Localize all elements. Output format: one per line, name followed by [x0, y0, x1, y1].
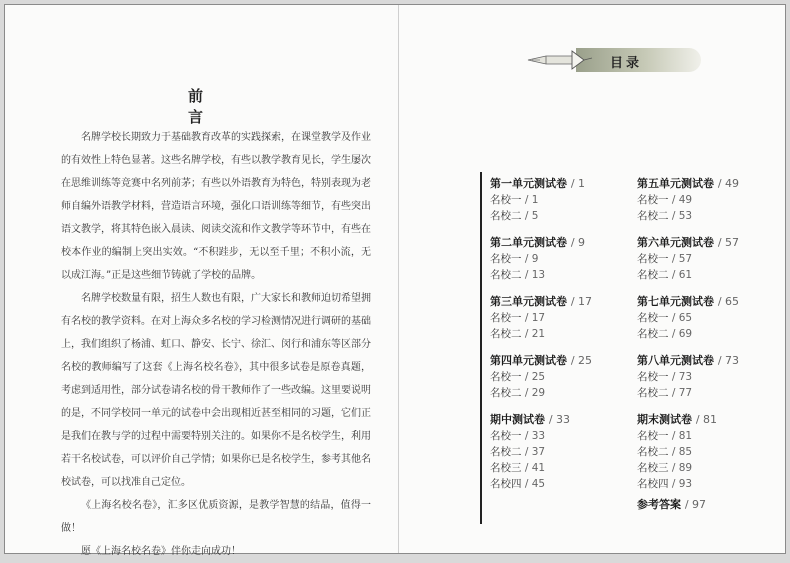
- preface-paragraph: 名牌学校数量有限，招生人数也有限，广大家长和教师迫切希望拥有名校的教学资料。在对上海众多名校的学习检测情况进行调研的基础上，我们组织了杨浦、虹口、静安、长宁、徐汇、闵行和浦东等区部分名校的教师编写了这套《上海名校名卷》，其中很多试卷是原卷真题，考虑到适用性，部分试卷请名校的骨干教师作了一些改编。这里要说明的是，不同学校同一单元的试卷中会出现相近甚至相同的习题，它们正是我们在教与学的过程中需要特别关注的。如果你不是名校学生，利用若干名校试卷，可以评价自己学情；如果你已是名校学生，参考其他名校试卷，可以找准自己定位。: [61, 293, 371, 488]
- toc-school[interactable]: 名校二 / 77: [637, 387, 693, 399]
- toc-unit[interactable]: 第一单元测试卷 / 1: [490, 177, 586, 190]
- toc-unit[interactable]: 期中测试卷 / 33: [490, 413, 571, 426]
- toc-school[interactable]: 名校四 / 93: [637, 478, 693, 490]
- toc-school[interactable]: 名校二 / 37: [490, 446, 546, 458]
- page-gutter: [398, 5, 399, 553]
- toc-school[interactable]: 名校二 / 29: [490, 387, 546, 399]
- toc-divider: [480, 172, 482, 524]
- toc-school[interactable]: 名校一 / 81: [637, 430, 693, 442]
- preface-paragraph: 《上海名校名卷》，汇多区优质资源，是教学智慧的结晶，值得一做！: [61, 500, 371, 534]
- toc-unit[interactable]: 第七单元测试卷 / 65: [637, 295, 740, 308]
- toc-unit[interactable]: 第六单元测试卷 / 57: [637, 236, 740, 249]
- toc-school[interactable]: 名校一 / 9: [490, 253, 539, 265]
- toc-entry: [637, 175, 787, 224]
- toc-school[interactable]: 名校二 / 61: [637, 269, 693, 281]
- book-spread: [4, 4, 786, 557]
- toc-entry: [637, 234, 787, 283]
- toc-school[interactable]: 名校一 / 65: [637, 312, 693, 324]
- toc-school[interactable]: 名校二 / 13: [490, 269, 546, 281]
- toc-school[interactable]: 名校四 / 45: [490, 478, 546, 490]
- toc-unit[interactable]: 第三单元测试卷 / 17: [490, 295, 593, 308]
- preface-body: [61, 126, 371, 563]
- toc-column-left: [490, 175, 640, 502]
- toc-header: [526, 45, 696, 75]
- toc-school[interactable]: 名校一 / 57: [637, 253, 693, 265]
- toc-school[interactable]: 名校三 / 41: [490, 462, 546, 474]
- toc-entry: [490, 352, 640, 401]
- toc-unit[interactable]: 第五单元测试卷 / 49: [637, 177, 740, 190]
- toc-column-right: [637, 175, 787, 502]
- toc-school[interactable]: 名校二 / 85: [637, 446, 693, 458]
- toc-entry: [490, 411, 640, 492]
- toc-entry: [637, 293, 787, 342]
- toc-entry: [490, 293, 640, 342]
- toc-entry: [490, 175, 640, 224]
- toc-school[interactable]: 名校三 / 89: [637, 462, 693, 474]
- toc-unit[interactable]: 第八单元测试卷 / 73: [637, 354, 740, 367]
- toc-school[interactable]: 名校一 / 1: [490, 194, 539, 206]
- toc-school[interactable]: 名校二 / 21: [490, 328, 546, 340]
- toc-school[interactable]: 名校一 / 17: [490, 312, 546, 324]
- toc-school[interactable]: 名校一 / 33: [490, 430, 546, 442]
- toc-school[interactable]: 名校一 / 25: [490, 371, 546, 383]
- toc-unit[interactable]: 第四单元测试卷 / 25: [490, 354, 593, 367]
- toc-school[interactable]: 名校一 / 49: [637, 194, 693, 206]
- pencil-arrow-icon: [526, 45, 606, 75]
- toc-school[interactable]: 名校二 / 5: [490, 210, 539, 222]
- toc-school[interactable]: 名校二 / 53: [637, 210, 693, 222]
- toc-entry: [637, 411, 787, 492]
- toc-header-label: 目录: [610, 56, 643, 71]
- toc-entry: [637, 352, 787, 401]
- toc-school[interactable]: 名校一 / 73: [637, 371, 693, 383]
- toc-entry: [490, 234, 640, 283]
- toc-school[interactable]: 名校二 / 69: [637, 328, 693, 340]
- preface-paragraph: 愿《上海名校名卷》伴你走向成功！: [81, 546, 241, 557]
- toc-unit[interactable]: 第二单元测试卷 / 9: [490, 236, 586, 249]
- preface-paragraph: 名牌学校长期致力于基础教育改革的实践探索，在课堂教学及作业的有效性上特色显著。这些名牌学校，有些以教学教育见长，学生屡次在思维训练等竞赛中名列前茅；有些以外语教育为特色，特别表现为老师自编外语教学材料，营造语言环境，强化口语训练等细节，有些突出语文教学，将其特色嵌入晨读、阅读交流和作文教学等环节中，有些在校本作业的编制上突出实效。“不积跬步，无以至千里；不积小流，无以成江海。”正是这些细节铸就了学校的品牌。: [61, 132, 371, 281]
- toc-unit[interactable]: 期末测试卷 / 81: [637, 413, 718, 426]
- toc-answers[interactable]: 参考答案 / 97: [637, 498, 707, 511]
- preface-title: 前 言: [188, 87, 224, 126]
